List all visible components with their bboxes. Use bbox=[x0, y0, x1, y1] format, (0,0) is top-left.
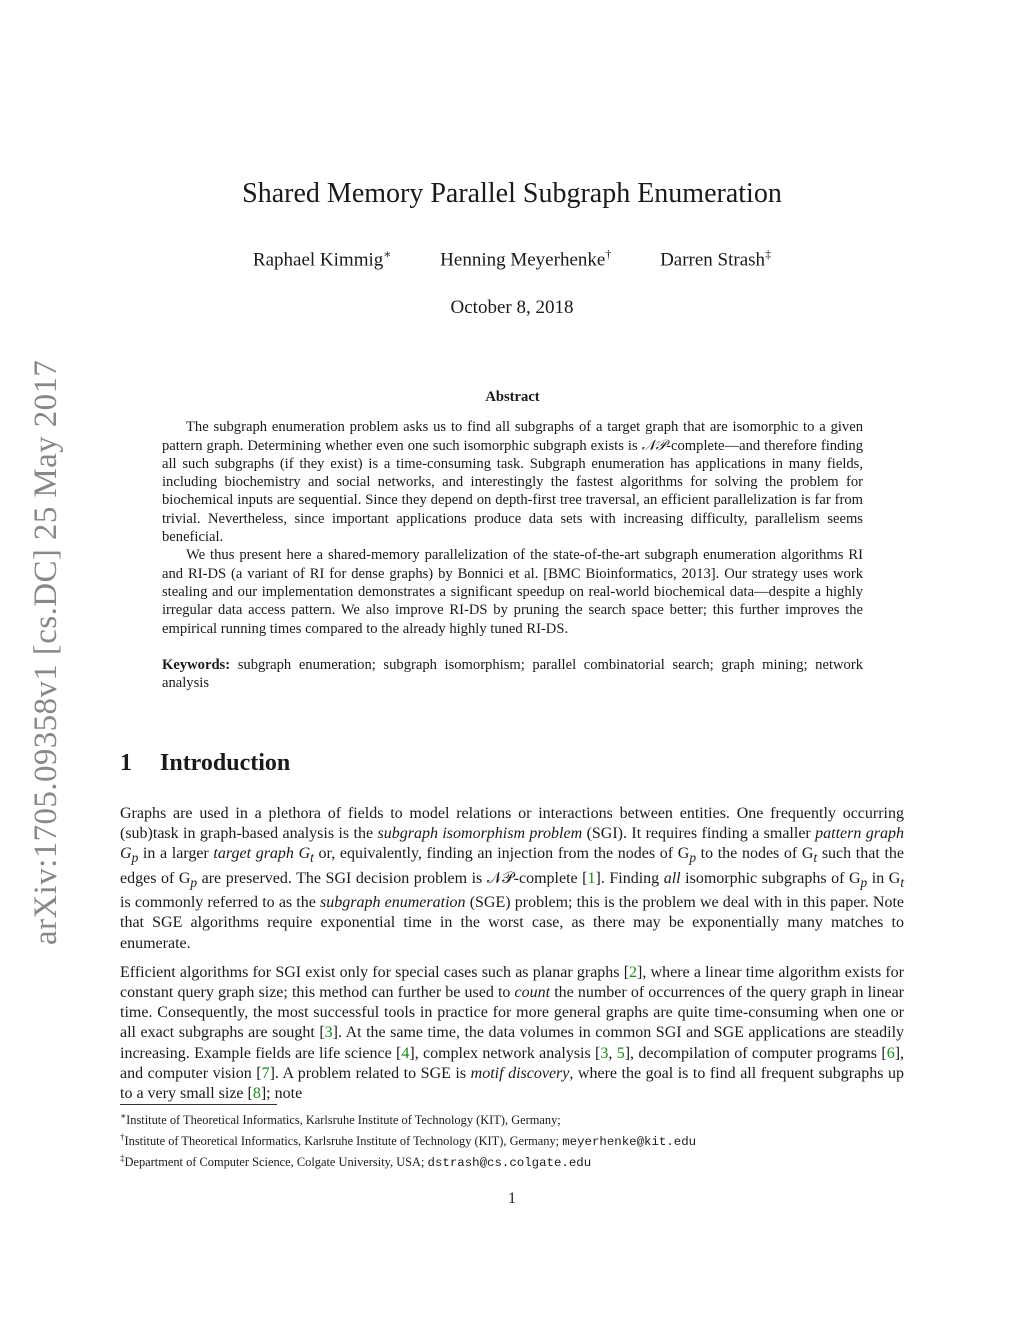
footnote-mark: † bbox=[120, 1131, 125, 1142]
math: G bbox=[293, 845, 311, 863]
email-link[interactable]: dstrash@cs.colgate.edu bbox=[427, 1156, 592, 1171]
math-sub: p bbox=[190, 874, 198, 890]
math-sub: t bbox=[310, 850, 314, 866]
text: to the nodes of G bbox=[695, 845, 814, 863]
text: Graphs are used in a plethora of fields to model relations or interactions between entities. One frequently occurring (sub)task in graph-based analysis is the bbox=[120, 805, 904, 843]
text: ], complex network analysis [ bbox=[409, 1044, 601, 1062]
text: in G bbox=[867, 869, 901, 887]
paper-date: October 8, 2018 bbox=[450, 297, 574, 318]
text: ]. At the same time, the data volumes in common SGI and SGE applications are steadily increasing. Example fields are life science [ bbox=[120, 1024, 905, 1062]
author-list bbox=[0, 247, 1024, 271]
text: (SGI). It requires finding a smaller bbox=[582, 825, 816, 843]
citation-link[interactable]: 8 bbox=[252, 1085, 261, 1103]
footnote-mark: ‡ bbox=[120, 1153, 125, 1164]
body-text bbox=[120, 804, 904, 1113]
email-link[interactable]: meyerhenke@kit.edu bbox=[562, 1134, 697, 1149]
emph: subgraph isomorphism problem bbox=[377, 825, 583, 843]
emph: target graph bbox=[213, 845, 294, 863]
citation-link[interactable]: 2 bbox=[629, 963, 638, 981]
abstract-text: -complete—and therefore finding all such subgraphs (if they exist) is a time-consuming task. Subgraph enumeration has applications in many fields, including biochemistry and social networks, and interestingly the fastest algorithms for solving the problem for biochemical inputs are sequential. Since they depend on depth-first tree traversal, an efficient parallelization is far from trivial. Nevertheless, since important applications produce data sets with increasing difficulty, parallelism seems beneficial. bbox=[162, 437, 863, 546]
body-paragraph-2 bbox=[120, 963, 904, 1104]
page-number: 1 bbox=[508, 1190, 516, 1207]
text: ]. A problem related to SGE is bbox=[269, 1064, 471, 1082]
section-number: 1 bbox=[120, 750, 132, 776]
keywords bbox=[162, 656, 863, 693]
text: (SGE) problem; this is the problem we deal with in this paper. Note that SGE algorithms require exponential time in the worst case, as there may be exponentially many matches to enumerate. bbox=[120, 894, 905, 952]
abstract-paragraph-1 bbox=[162, 418, 863, 546]
emph: count bbox=[514, 984, 551, 1001]
citation-link[interactable]: 3 bbox=[324, 1024, 333, 1042]
footnote-mark: ∗ bbox=[120, 1111, 127, 1121]
text: ], decompilation of computer programs [ bbox=[624, 1044, 887, 1062]
affiliation-mark: † bbox=[605, 247, 612, 261]
text: are preserved. The SGI decision problem is 𝒩𝒫-complete [ bbox=[197, 869, 588, 887]
author-kimmig bbox=[253, 247, 392, 271]
text: ]. Finding bbox=[595, 869, 664, 887]
author-name: Darren Strash bbox=[660, 249, 766, 271]
keywords-label: Keywords: bbox=[162, 656, 231, 673]
citation-link[interactable]: 7 bbox=[261, 1064, 270, 1082]
footnote-text: Institute of Theoretical Informatics, Karlsruhe Institute of Technology (KIT), Germany; bbox=[126, 1113, 561, 1128]
footnote-text: Department of Computer Science, Colgate University, USA; bbox=[124, 1155, 428, 1170]
math-sub: t bbox=[900, 874, 905, 890]
footnote-strash bbox=[120, 1150, 904, 1172]
emph: motif discovery bbox=[470, 1064, 570, 1082]
text: ], where a linear time algorithm exists for constant query graph size; this method can further be used to bbox=[120, 963, 905, 1001]
text: is commonly referred to as the bbox=[120, 894, 321, 912]
footnote-meyerhenke bbox=[120, 1129, 904, 1151]
np-symbol: 𝒩𝒫 bbox=[641, 437, 667, 454]
math-sub: p bbox=[131, 850, 139, 866]
citation-link[interactable]: 4 bbox=[401, 1044, 410, 1062]
author-strash bbox=[660, 247, 771, 271]
author-name: Raphael Kimmig bbox=[252, 249, 384, 271]
text: isomorphic subgraphs of G bbox=[680, 869, 861, 887]
section-title: Introduction bbox=[160, 750, 291, 776]
text: Efficient algorithms for SGI exist only for special cases such as planar graphs [ bbox=[120, 963, 630, 981]
text: the number of occurrences of the query graph in linear time. Consequently, the most successful tools in practice for more general graphs are quite time-consuming when one or all exact subgraphs are sought [ bbox=[120, 984, 905, 1042]
footnote-rule bbox=[120, 1104, 277, 1105]
math: G bbox=[120, 845, 132, 863]
affiliation-mark: ∗ bbox=[383, 247, 392, 261]
text: in a larger bbox=[138, 845, 214, 863]
arxiv-identifier: arXiv:1705.09358v1 [cs.DC] 25 May 2017 bbox=[28, 359, 64, 945]
keywords-text: subgraph enumeration; subgraph isomorphism; parallel combinatorial search; graph mining; network analysis bbox=[162, 656, 863, 692]
abstract-text: The subgraph enumeration problem asks us to find all subgraphs of a target graph that are isomorphic to a given pattern graph. Determining whether even one such isomorphic subgraph exists is bbox=[162, 419, 863, 454]
citation-link[interactable]: 3 bbox=[600, 1044, 609, 1062]
abstract-paragraph-2: We thus present here a shared-memory parallelization of the state-of-the-art subgraph enumeration algorithms RI and RI-DS (a variant of RI for dense graphs) by Bonnici et al. [BMC Bioinformatics, 2013]. Our strategy uses work stealing and our implementation demonstrates a significant speedup on real-world biochemical data—despite a highly irregular data access pattern. We also improve RI-DS by pruning the search space better; this further improves the empirical running times compared to the already highly tuned RI-DS. bbox=[162, 547, 863, 637]
math-sub: p bbox=[689, 850, 696, 866]
text: or, equivalently, finding an injection from the nodes of G bbox=[313, 845, 690, 863]
text: , where the goal is to find all frequent subgraphs up to a very small size [ bbox=[120, 1064, 904, 1103]
body-paragraph-1 bbox=[120, 804, 904, 954]
abstract-heading: Abstract bbox=[485, 389, 540, 405]
math-sub: p bbox=[860, 874, 868, 890]
paper-title: Shared Memory Parallel Subgraph Enumeration bbox=[242, 178, 782, 209]
text: ], and computer vision [ bbox=[120, 1044, 905, 1082]
emph: pattern graph bbox=[815, 825, 905, 843]
citation-link[interactable]: 6 bbox=[886, 1044, 895, 1062]
citation-link[interactable]: 5 bbox=[616, 1044, 625, 1062]
text: ]; note bbox=[260, 1085, 303, 1103]
footnote-text: Institute of Theoretical Informatics, Karlsruhe Institute of Technology (KIT), Germany; bbox=[124, 1133, 563, 1148]
author-meyerhenke bbox=[440, 247, 611, 271]
section-heading-introduction bbox=[120, 750, 290, 777]
affiliation-mark: ‡ bbox=[765, 247, 772, 261]
footnote-kimmig bbox=[120, 1108, 904, 1129]
footnotes bbox=[120, 1108, 904, 1172]
math-sub: t bbox=[813, 850, 818, 866]
text: such that the edges of G bbox=[120, 845, 905, 887]
citation-link[interactable]: 1 bbox=[587, 869, 596, 887]
abstract bbox=[162, 388, 863, 692]
emph: subgraph enumeration bbox=[320, 894, 466, 912]
emph: all bbox=[663, 869, 681, 887]
author-name: Henning Meyerhenke bbox=[440, 249, 606, 271]
text: , bbox=[608, 1044, 617, 1062]
